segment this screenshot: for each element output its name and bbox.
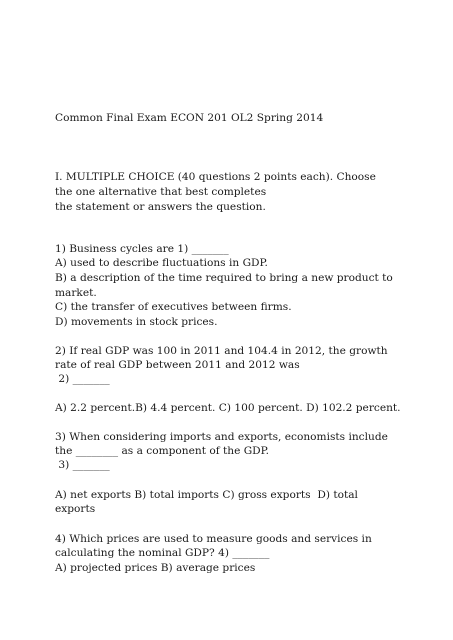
question-1-line: market. [55,287,97,299]
instructions-line: I. MULTIPLE CHOICE (40 questions 2 points each). Choose [55,171,376,183]
question-4-line: calculating the nominal GDP? 4) _______ [55,547,270,559]
question-3-line: 3) _______ [55,459,110,471]
question-1-line: 1) Business cycles are 1) _______ [55,243,229,255]
question-3-line: 3) When considering imports and exports, economists include [55,431,388,443]
question-3-line: A) net exports B) total imports C) gross exports D) total [55,489,358,501]
question-4-line: 4) Which prices are used to measure goods and services in [55,533,372,545]
question-1-line: C) the transfer of executives between firms. [55,301,292,313]
question-3-line: exports [55,503,96,515]
question-2-line: A) 2.2 percent.B) 4.4 percent. C) 100 percent. D) 102.2 percent. [55,402,401,414]
instructions-line: the one alternative that best completes [55,186,267,198]
question-2-line: rate of real GDP between 2011 and 2012 was [55,359,300,371]
question-1-line: A) used to describe fluctuations in GDP. [55,257,268,269]
question-3-line: the ________ as a component of the GDP. [55,445,270,457]
question-2-line: 2) _______ [55,373,110,385]
question-1-line: D) movements in stock prices. [55,316,218,328]
exam-title: Common Final Exam ECON 201 OL2 Spring 2014 [55,112,324,124]
question-2-line: 2) If real GDP was 100 in 2011 and 104.4 in 2012, the growth [55,345,388,357]
question-1-line: B) a description of the time required to bring a new product to [55,272,393,284]
question-4-line: A) projected prices B) average prices [55,562,256,574]
instructions-line: the statement or answers the question. [55,201,266,213]
